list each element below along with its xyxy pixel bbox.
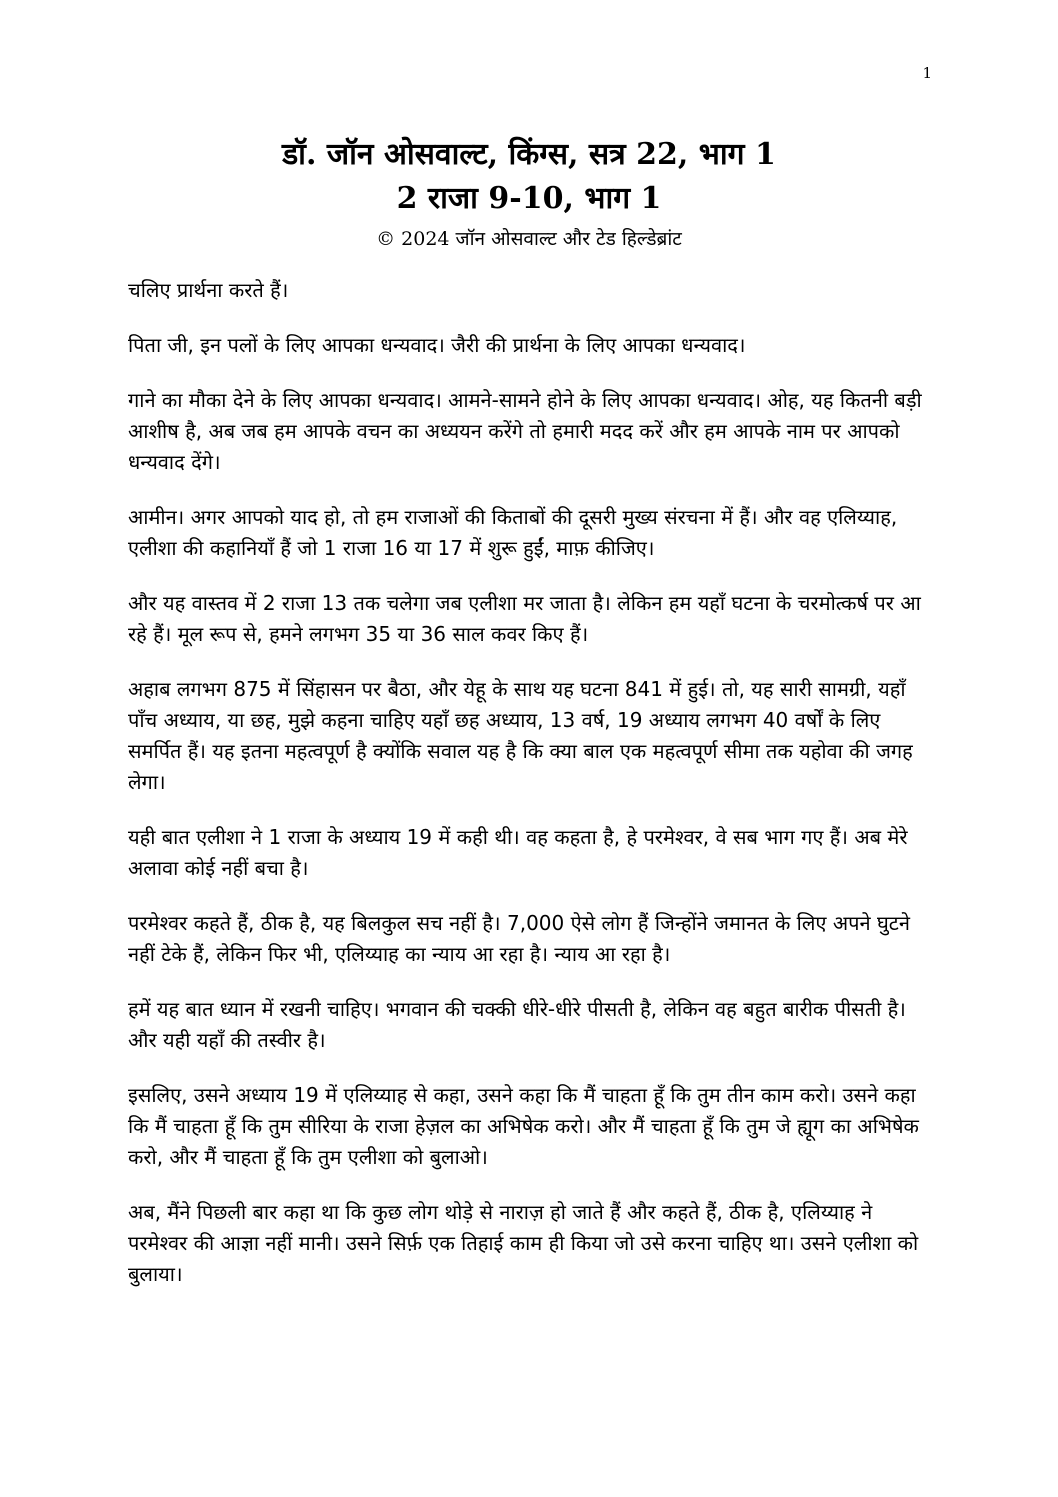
document-header (0, 133, 1058, 255)
paragraph: परमेश्वर कहते हैं, ठीक है, यह बिलकुल सच नहीं है। 7,000 ऐसे लोग हैं जिन्होंने जमानत के लिए अपने घुटने नहीं टेके हैं, लेकिन फिर भी, एलिय्याह का न्याय आ रहा है। न्याय आ रहा है। (128, 911, 910, 966)
document-title: डॉ. जॉन ओसवाल्ट, किंग्स, सत्र 22, भाग 1 (282, 137, 776, 172)
copyright-line: © 2024 जॉन ओसवाल्ट और टेड हिल्डेब्रांट (376, 228, 682, 250)
paragraph: यही बात एलीशा ने 1 राजा के अध्याय 19 में कही थी। वह कहता है, हे परमेश्वर, वे सब भाग गए हैं। अब मेरे अलावा कोई नहीं बचा है। (128, 825, 908, 880)
paragraph: और यह वास्तव में 2 राजा 13 तक चलेगा जब एलीशा मर जाता है। लेकिन हम यहाँ घटना के चरमोत्कर्ष पर आ रहे हैं। मूल रूप से, हमने लगभग 35 या 36 साल कवर किए हैं। (128, 591, 921, 646)
document-body (128, 275, 928, 1314)
paragraph: चलिए प्रार्थना करते हैं। (128, 278, 289, 302)
paragraph: आमीन। अगर आपको याद हो, तो हम राजाओं की किताबों की दूसरी मुख्य संरचना में हैं। और वह एलिय्याह, एलीशा की कहानियाँ हैं जो 1 राजा 16 या 17 में शुरू हुईं, माफ़ कीजिए। (128, 505, 898, 560)
paragraph: पिता जी, इन पलों के लिए आपका धन्यवाद। जैरी की प्रार्थना के लिए आपका धन्यवाद। (128, 333, 746, 357)
paragraph: गाने का मौका देने के लिए आपका धन्यवाद। आमने-सामने होने के लिए आपका धन्यवाद। ओह, यह कितनी बड़ी आशीष है, अब जब हम आपके वचन का अध्ययन करेंगे तो हमारी मदद करें और हम आपके नाम पर आपको धन्यवाद देंगे। (128, 388, 922, 474)
document-subtitle: 2 राजा 9-10, भाग 1 (396, 181, 662, 216)
paragraph: हमें यह बात ध्यान में रखनी चाहिए। भगवान की चक्की धीरे-धीरे पीसती है, लेकिन वह बहुत बारीक पीसती है। और यही यहाँ की तस्वीर है। (128, 997, 906, 1052)
paragraph: अहाब लगभग 875 में सिंहासन पर बैठा, और येहू के साथ यह घटना 841 में हुई। तो, यह सारी सामग्री, यहाँ पाँच अध्याय, या छह, मुझे कहना चाहिए यहाँ छह अध्याय, 13 वर्ष, 19 अध्याय लगभग 40 वर्षों के लिए समर्पित हैं। यह इतना महत्वपूर्ण है क्योंकि सवाल यह है कि क्या बाल एक महत्वपूर्ण सीमा तक यहोवा की जगह लेगा। (128, 677, 913, 794)
paragraph: इसलिए, उसने अध्याय 19 में एलिय्याह से कहा, उसने कहा कि मैं चाहता हूँ कि तुम तीन काम करो। उसने कहा कि मैं चाहता हूँ कि तुम सीरिया के राजा हेज़ल का अभिषेक करो। और मैं चाहता हूँ कि तुम जे ह्यूग का अभिषेक करो, और मैं चाहता हूँ कि तुम एलीशा को बुलाओ। (128, 1083, 919, 1169)
page-number: 1 (922, 64, 932, 82)
paragraph: अब, मैंने पिछली बार कहा था कि कुछ लोग थोड़े से नाराज़ हो जाते हैं और कहते हैं, ठीक है, एलिय्याह ने परमेश्वर की आज्ञा नहीं मानी। उसने सिर्फ़ एक तिहाई काम ही किया जो उसे करना चाहिए था। उसने एलीशा को बुलाया। (128, 1200, 919, 1286)
